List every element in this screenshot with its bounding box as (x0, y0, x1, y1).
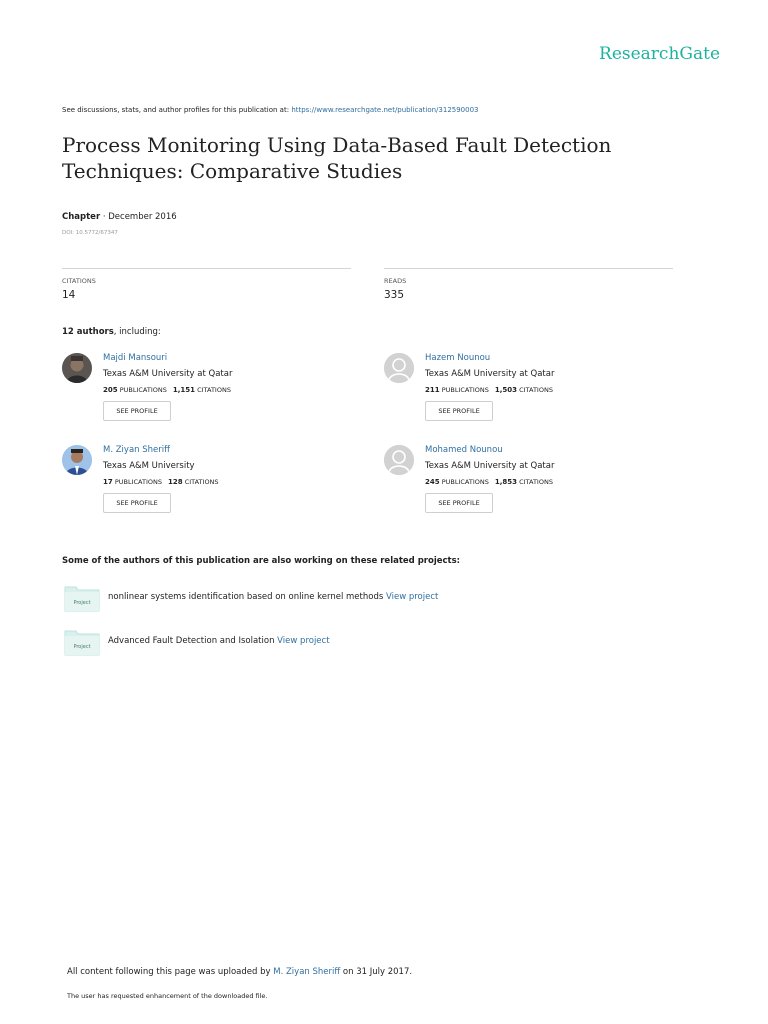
author-stats (103, 478, 219, 486)
see-profile-button[interactable]: SEE PROFILE (103, 493, 171, 513)
publications-count: 211 (425, 386, 440, 394)
project-icon-label: Project (73, 644, 91, 650)
project-item (64, 584, 664, 614)
author-card (384, 353, 684, 433)
reads-divider (384, 268, 673, 269)
author-institution[interactable]: Texas A&M University at Qatar (103, 369, 233, 379)
project-item (64, 628, 664, 658)
project-folder-icon[interactable] (64, 628, 100, 656)
uploader-link[interactable]: M. Ziyan Sheriff (273, 967, 341, 977)
author-stats (425, 478, 553, 486)
citations-count: 1,853 (494, 478, 518, 486)
citations-count: 128 (167, 478, 183, 486)
project-title[interactable]: Advanced Fault Detection and Isolation (108, 636, 275, 646)
doi: DOI: 10.5772/67347 (62, 230, 118, 236)
upload-notice (67, 967, 412, 977)
citations-label: CITATIONS (197, 386, 231, 394)
see-profile-button[interactable]: SEE PROFILE (103, 401, 171, 421)
citations-count: 1,151 (172, 386, 196, 394)
citations-count: 1,503 (494, 386, 518, 394)
upload-prefix: All content following this page was uploaded by (67, 967, 274, 977)
projects-heading: Some of the authors of this publication are also working on these related projects: (62, 556, 461, 566)
authors-count: 12 authors (62, 327, 114, 337)
author-card (62, 445, 362, 525)
project-line (108, 592, 438, 602)
authors-heading (62, 327, 161, 337)
authors-suffix: , including: (113, 327, 161, 337)
citations-label: CITATIONS (519, 478, 553, 486)
see-profile-button[interactable]: SEE PROFILE (425, 401, 493, 421)
publications-count: 205 (103, 386, 118, 394)
default-avatar-icon[interactable] (384, 353, 414, 383)
author-stats (425, 386, 553, 394)
author-photo[interactable] (62, 445, 92, 475)
publications-label: PUBLICATIONS (119, 386, 167, 394)
reads-value: 335 (384, 289, 405, 301)
project-line (108, 636, 330, 646)
author-institution[interactable]: Texas A&M University at Qatar (425, 461, 555, 471)
citations-label: CITATIONS (62, 277, 96, 285)
author-card (62, 353, 362, 433)
page-title: Process Monitoring Using Data-Based Fault Detection Techniques: Comparative Studies (62, 133, 612, 183)
citations-label: CITATIONS (184, 478, 219, 486)
view-project-link[interactable]: View project (385, 592, 439, 602)
discussion-notice (62, 106, 479, 114)
project-folder-icon[interactable] (64, 584, 100, 612)
publications-label: PUBLICATIONS (441, 386, 489, 394)
author-name[interactable]: Mohamed Nounou (425, 445, 503, 455)
reads-label: READS (384, 277, 407, 285)
see-profile-button[interactable]: SEE PROFILE (425, 493, 493, 513)
researchgate-logo[interactable]: ResearchGate (599, 44, 720, 64)
upload-suffix: on 31 July 2017. (340, 967, 413, 977)
publications-count: 17 (103, 478, 113, 486)
default-avatar-icon[interactable] (384, 445, 414, 475)
publications-label: PUBLICATIONS (114, 478, 162, 486)
view-project-link[interactable]: View project (277, 636, 330, 646)
publications-count: 245 (425, 478, 440, 486)
discussion-text: See discussions, stats, and author profiles for this publication at: (62, 106, 292, 114)
author-card (384, 445, 684, 525)
publication-url-link[interactable]: https://www.researchgate.net/publication/312590003 (291, 106, 479, 114)
author-name[interactable]: Majdi Mansouri (103, 353, 168, 363)
project-icon-label: Project (73, 600, 91, 606)
publications-label: PUBLICATIONS (441, 478, 489, 486)
citations-label: CITATIONS (519, 386, 553, 394)
enhancement-note: The user has requested enhancement of the downloaded file. (67, 992, 268, 1000)
citations-divider (62, 268, 351, 269)
author-photo[interactable] (62, 353, 92, 383)
author-institution[interactable]: Texas A&M University at Qatar (425, 369, 555, 379)
project-title[interactable]: nonlinear systems identification based on online kernel methods (108, 592, 384, 602)
publication-date: · December 2016 (100, 212, 177, 222)
publication-meta (62, 212, 177, 222)
author-institution[interactable]: Texas A&M University (103, 461, 195, 471)
author-name[interactable]: M. Ziyan Sheriff (103, 445, 170, 455)
citations-value: 14 (62, 289, 76, 301)
author-stats (103, 386, 231, 394)
publication-type: Chapter (62, 212, 101, 222)
author-name[interactable]: Hazem Nounou (425, 353, 491, 363)
